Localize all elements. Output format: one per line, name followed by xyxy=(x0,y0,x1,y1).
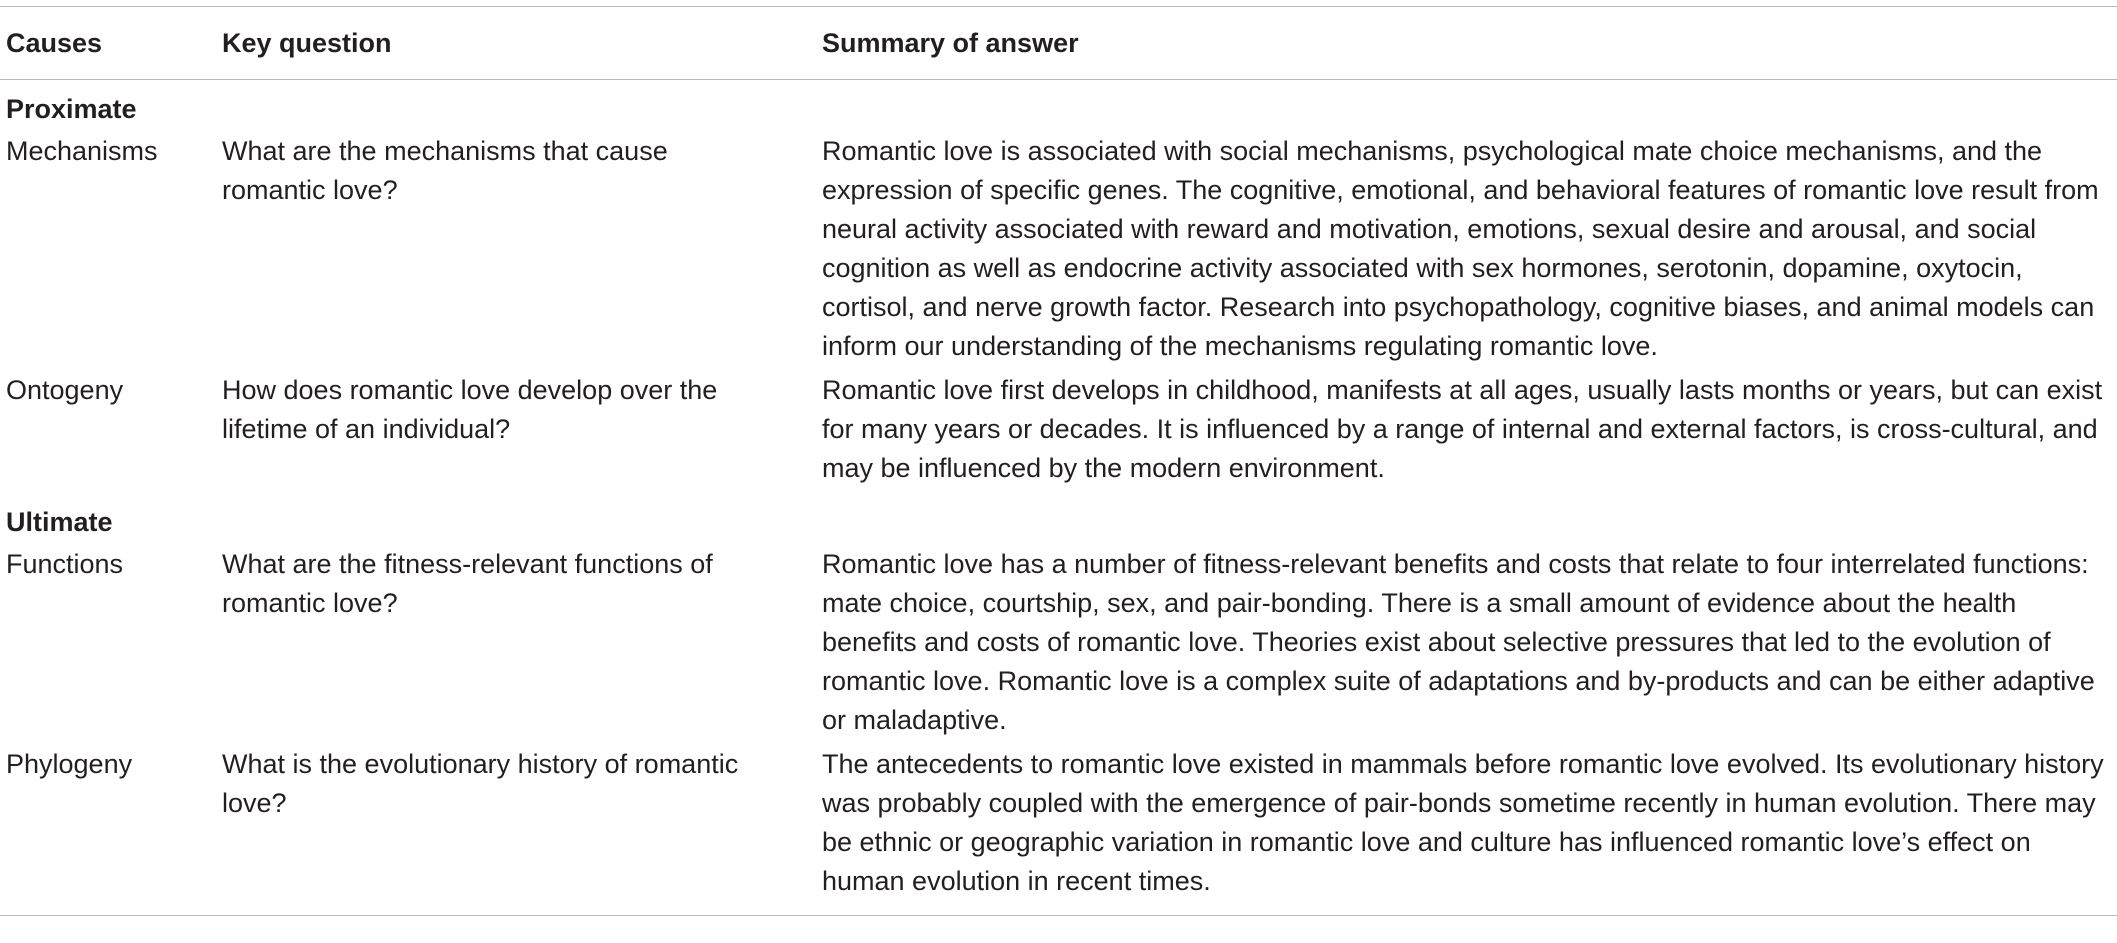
table-row xyxy=(0,545,2117,745)
cause-cell: Functions xyxy=(6,549,124,579)
cause-cell: Ontogeny xyxy=(6,375,124,405)
table-container xyxy=(0,6,2117,916)
cause-cell: Mechanisms xyxy=(6,136,158,166)
summary-cell: The antecedents to romantic love existed in mammals before romantic love evolved. Its evolutionary history was probably coupled with the emergence of pair-bonds sometime recently in human evolution. There may be ethnic or geographic variation in romantic love and culture has influenced romantic love’s effect on human evolution in recent times. xyxy=(816,745,2117,916)
header-row xyxy=(0,7,2117,80)
header-causes: Causes xyxy=(0,7,216,80)
summary-cell: Romantic love has a number of fitness-relevant benefits and costs that relate to four interrelated functions: mate choice, courtship, sex, and pair-bonding. There is a small amount of evidence about the health benefits and costs of romantic love. Theories exist about selective pressures that led to the evolution of romantic love. Romantic love is a complex suite of adaptations and by-products and can be either adaptive or maladaptive. xyxy=(822,549,2095,735)
table-row xyxy=(0,745,2117,916)
group-row-ultimate xyxy=(0,493,2117,545)
header-key-question: Key question xyxy=(216,7,816,80)
summary-cell: Romantic love is associated with social mechanisms, psychological mate choice mechanisms, and the expression of specific genes. The cognitive, emotional, and behavioral features of romantic love result from neural activity associated with reward and motivation, emotions, sexual desire and arousal, and social cognition as well as endocrine activity associated with sex hormones, serotonin, dopamine, oxytocin, cortisol, and nerve growth factor. Research into psychopathology, cognitive biases, and animal models can inform our understanding of the mechanisms regulating romantic love. xyxy=(822,136,2099,361)
table-header xyxy=(0,7,2117,80)
question-cell: What are the mechanisms that cause romantic love? xyxy=(222,136,668,205)
group-row-proximate xyxy=(0,80,2117,133)
table-row xyxy=(0,371,2117,493)
question-cell: What is the evolutionary history of romantic love? xyxy=(216,745,816,916)
group-label: Proximate xyxy=(6,94,137,124)
table-body xyxy=(0,80,2117,916)
table-row xyxy=(0,132,2117,371)
causes-table xyxy=(0,6,2117,916)
summary-cell: Romantic love first develops in childhood, manifests at all ages, usually lasts months or years, but can exist for many years or decades. It is influenced by a range of internal and external factors, is cross-cultural, and may be influenced by the modern environment. xyxy=(822,375,2103,483)
header-summary-of-answer: Summary of answer xyxy=(816,7,2117,80)
cause-cell: Phylogeny xyxy=(0,745,216,916)
question-cell: What are the fitness-relevant functions of romantic love? xyxy=(222,549,713,618)
question-cell: How does romantic love develop over the lifetime of an individual? xyxy=(222,375,718,444)
group-label: Ultimate xyxy=(6,507,113,537)
